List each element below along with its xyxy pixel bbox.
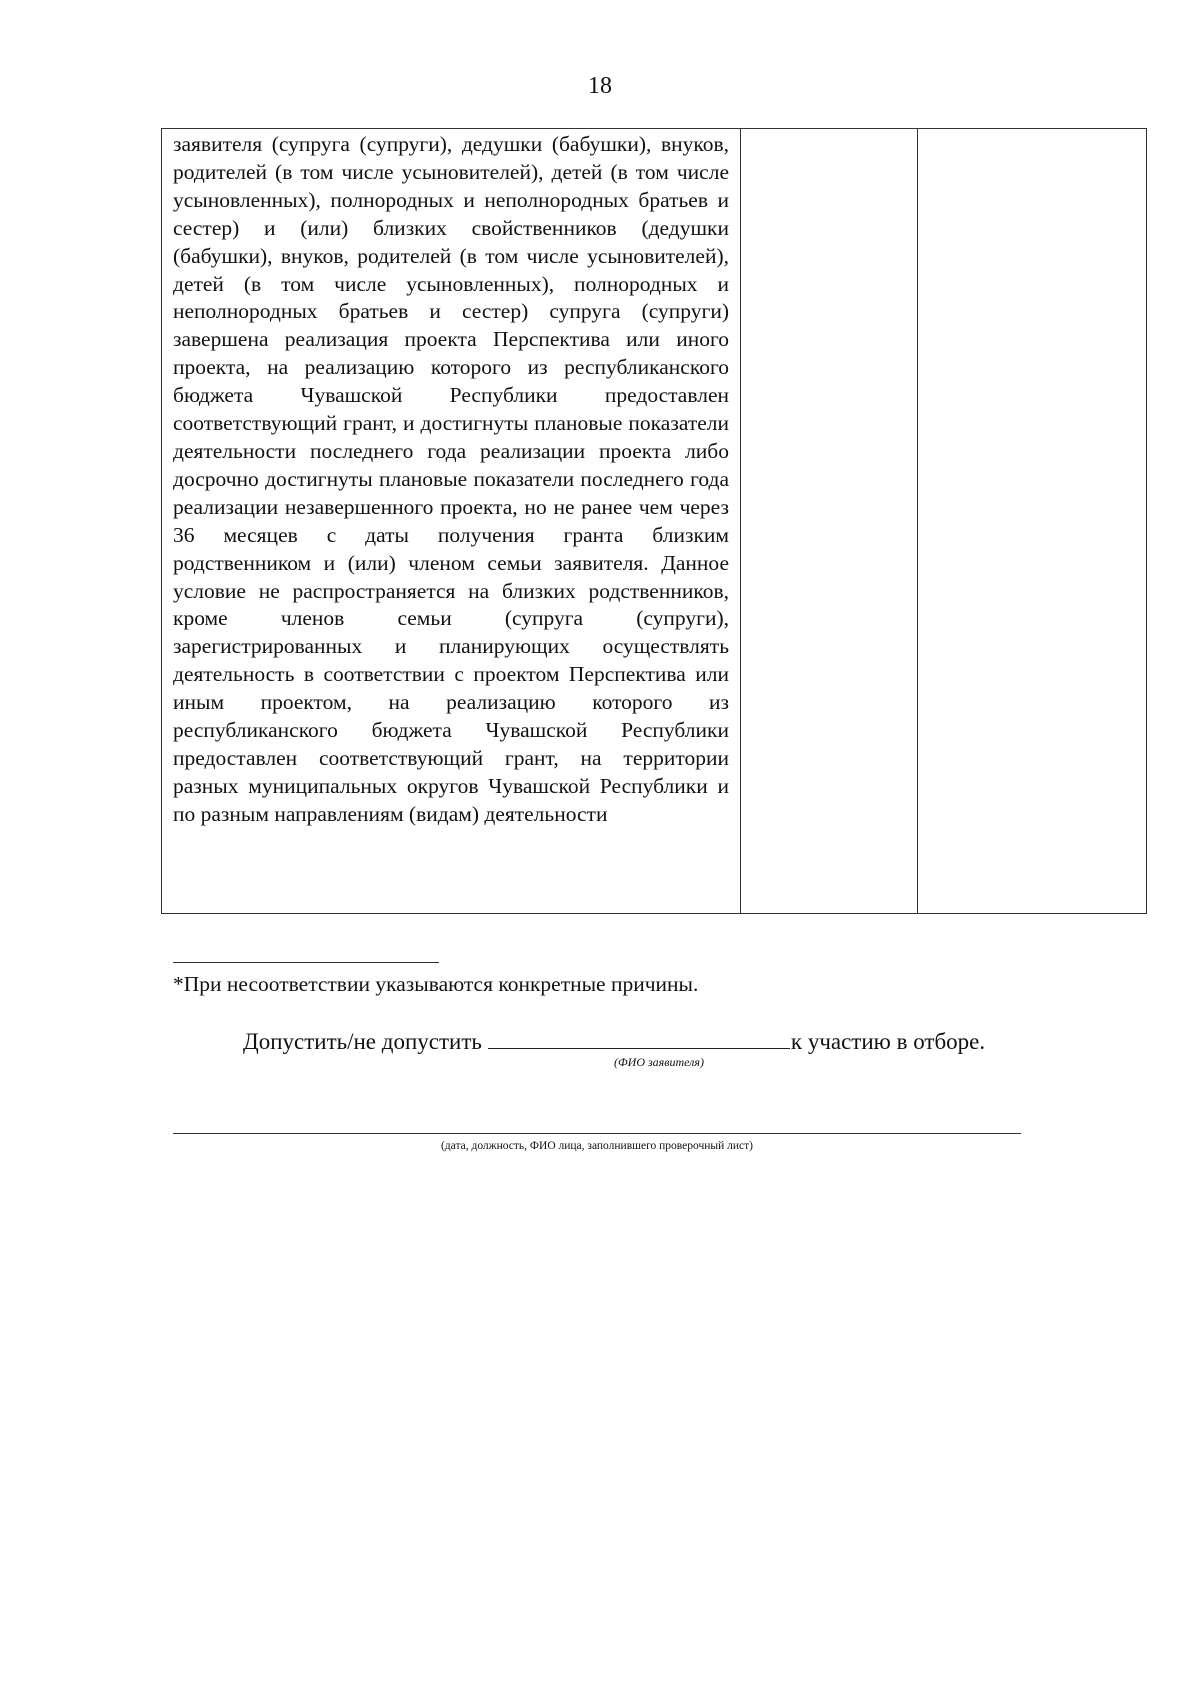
signature-caption: (дата, должность, ФИО лица, заполнившего проверочный лист) (440, 1140, 754, 1152)
admission-prefix: Допустить/не допустить (243, 1029, 482, 1054)
applicant-name-blank[interactable] (488, 1026, 790, 1049)
page-number: 18 (588, 73, 612, 99)
admission-line (243, 1026, 985, 1057)
table-row (162, 129, 1147, 914)
applicant-name-caption: (ФИО заявителя) (614, 1055, 704, 1069)
admission-suffix: к участию в отборе. (790, 1029, 986, 1054)
condition-text-cell: заявителя (супруга (супруги), дедушки (бабушки), внуков, родителей (в том числе усыновителей), детей (в том числе усыновленных), полнородных и неполнородных братьев и сестер) и (или) близких свойственников (дедушки (бабушки), внуков, родителей (в том числе усыновителей), детей (в том числе усыновленных), полнородных и неполнородных братьев и сестер) супруга (супруги) завершена реализация проекта Перспектива или иного проекта, на реализацию которого из республиканского бюджета Чувашской Республики предоставлен соответствующий грант, и достигнуты плановые показатели деятельности последнего года реализации проекта либо досрочно достигнуты плановые показатели последнего года реализации незавершенного проекта, но не ранее чем через 36 месяцев с даты получения гранта близким родственником и (или) членом семьи заявителя. Данное условие не распространяется на близких родственников, кроме членов семьи (супруга (супруги), зарегистрированных и планирующих осуществлять деятельность в соответствии с проектом Перспектива или иным проектом, на реализацию которого из республиканского бюджета Чувашской Республики предоставлен соответствующий грант, на территории разных муниципальных округов Чувашской Республики и по разным направлениям (видам) деятельности (162, 129, 741, 914)
signature-line[interactable] (173, 1133, 1021, 1134)
checklist-table (161, 128, 1147, 914)
compliance-cell (741, 129, 918, 914)
notes-cell (918, 129, 1147, 914)
footnote: *При несоответствии указываются конкретные причины. (173, 972, 699, 996)
footnote-divider (173, 962, 439, 963)
